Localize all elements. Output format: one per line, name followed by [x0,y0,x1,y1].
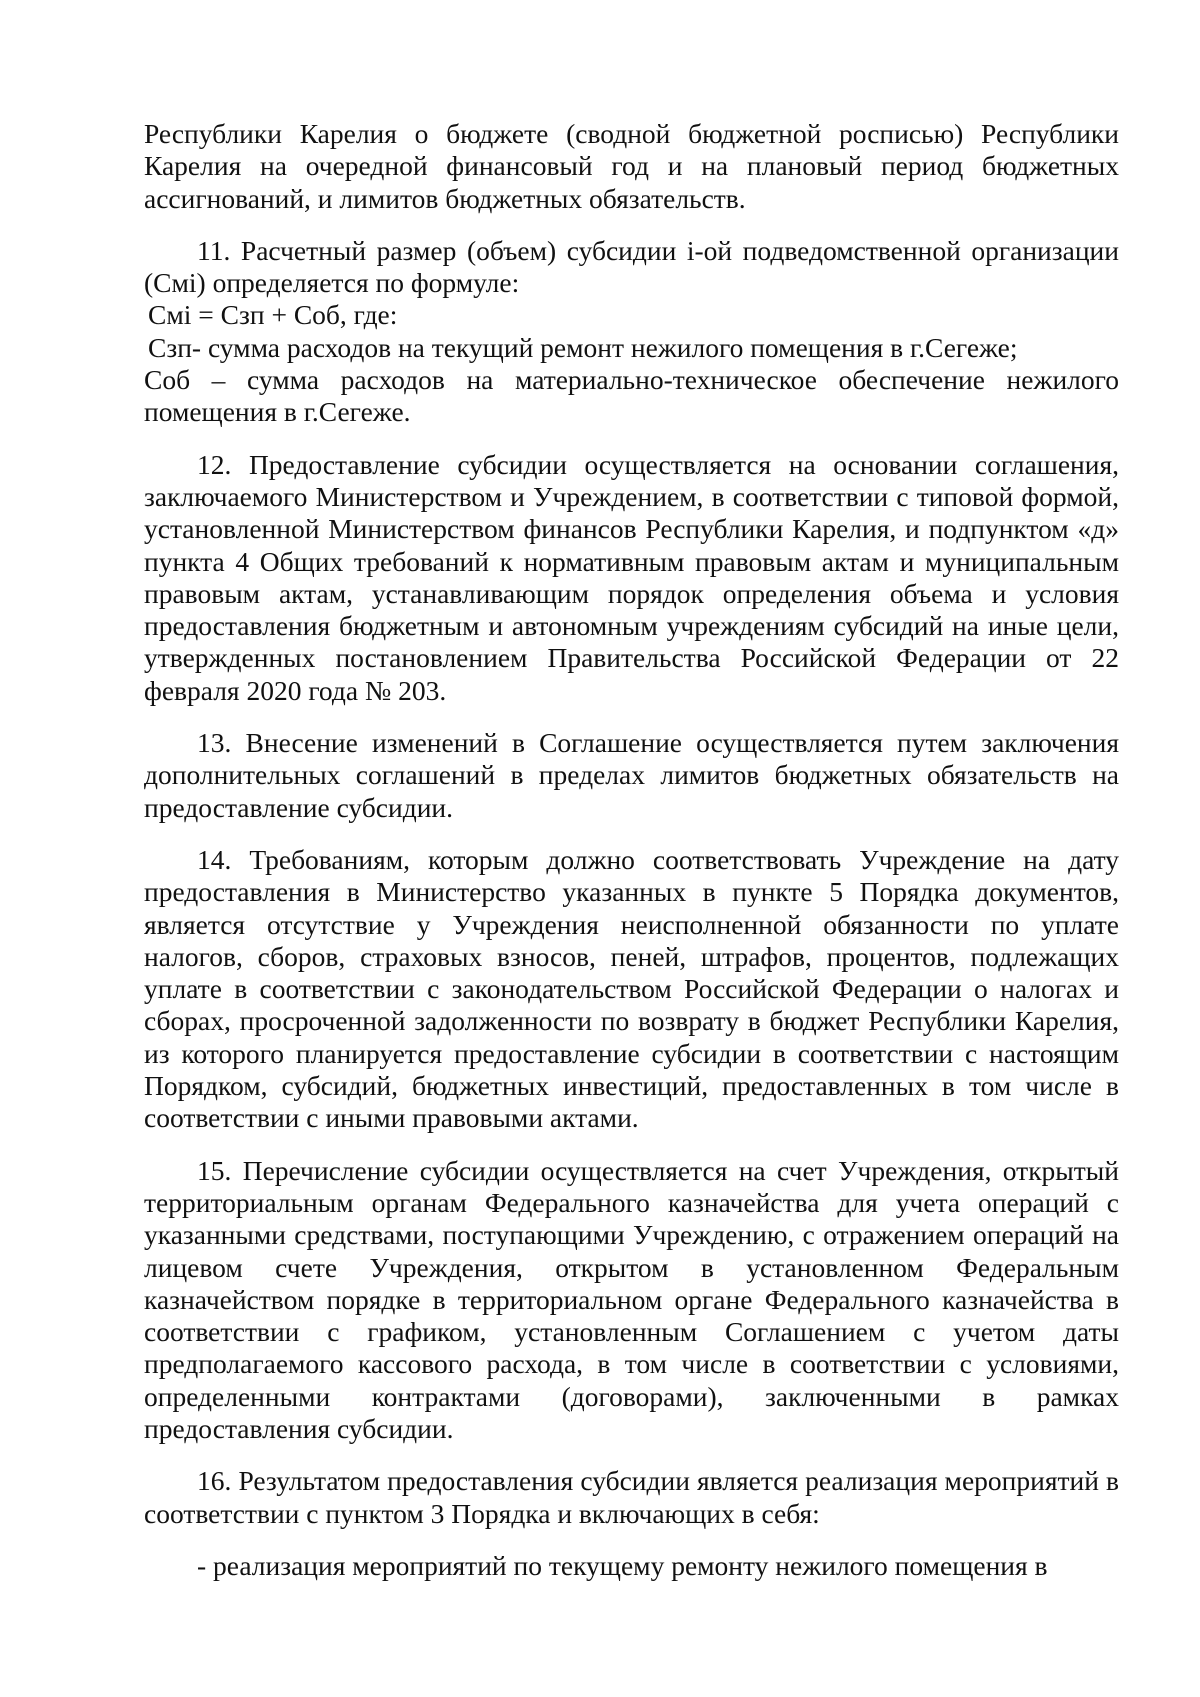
formula-line: Смi = Сзп + Соб, где: [148,299,398,331]
paragraph-11: 11. Расчетный размер (объем) субсидии i-ой подведомственной организации (Смi) определяется по формуле: [144,234,1119,299]
paragraph-continuation: Республики Карелия о бюджете (сводной бюджетной росписью) Республики Карелия на очередной финансовый год и на плановый период бюджетных ассигнований, и лимитов бюджетных обязательств. [144,118,1119,214]
formula-definition-sob: Соб – сумма расходов на материально-техническое обеспечение нежилого помещения в г.Сегеже. [144,364,1119,428]
document-body [144,118,1119,1582]
paragraph-15: 15. Перечисление субсидии осуществляется на счет Учреждения, открытый территориальным органам Федерального казначейства для учета операций с указанными средствами, поступающими Учреждению, с отражением операций на лицевом счете Учреждения, открытом в установленном Федеральным казначейством порядке в территориальном органе Федерального казначейства в соответствии с графиком, установленным Соглашением с учетом даты предполагаемого кассового расхода, в том числе в соответствии с условиями, определенными контрактами (договорами), заключенными в рамках предоставления субсидии. [144,1154,1119,1444]
paragraph-16: 16. Результатом предоставления субсидии является реализация мероприятий в соответствии с пунктом 3 Порядка и включающих в себя: [144,1465,1119,1529]
paragraph-14: 14. Требованиям, которым должно соответствовать Учреждение на дату предоставления в Министерство указанных в пункте 5 Порядка документов, является отсутствие у Учреждения неисполненной обязанности по уплате налогов, сборов, страховых взносов, пеней, штрафов, процентов, подлежащих уплате в соответствии с законодательством Российской Федерации о налогах и сборах, просроченной задолженности по возврату в бюджет Республики Карелия, из которого планируется предоставление субсидии в соответствии с настоящим Порядком, субсидий, бюджетных инвестиций, предоставленных в том числе в соответствии с иными правовыми актами. [144,843,1119,1134]
paragraph-16-bullet: - реализация мероприятий по текущему ремонту нежилого помещения в [197,1549,1048,1581]
formula-definition-szp: Сзп- сумма расходов на текущий ремонт нежилого помещения в г.Сегеже; [148,331,1018,363]
paragraph-12: 12. Предоставление субсидии осуществляется на основании соглашения, заключаемого Министерством и Учреждением, в соответствии с типовой формой, установленной Министерством финансов Республики Карелия, и подпунктом «д» пункта 4 Общих требований к нормативным правовым актам и муниципальным правовым актам, устанавливающим порядок определения объема и условия предоставления бюджетным и автономным учреждениям субсидий на иные цели, утвержденных постановлением Правительства Российской Федерации от 22 февраля 2020 года № 203. [144,448,1119,706]
paragraph-13: 13. Внесение изменений в Соглашение осуществляется путем заключения дополнительных соглашений в пределах лимитов бюджетных обязательств на предоставление субсидии. [144,727,1119,823]
